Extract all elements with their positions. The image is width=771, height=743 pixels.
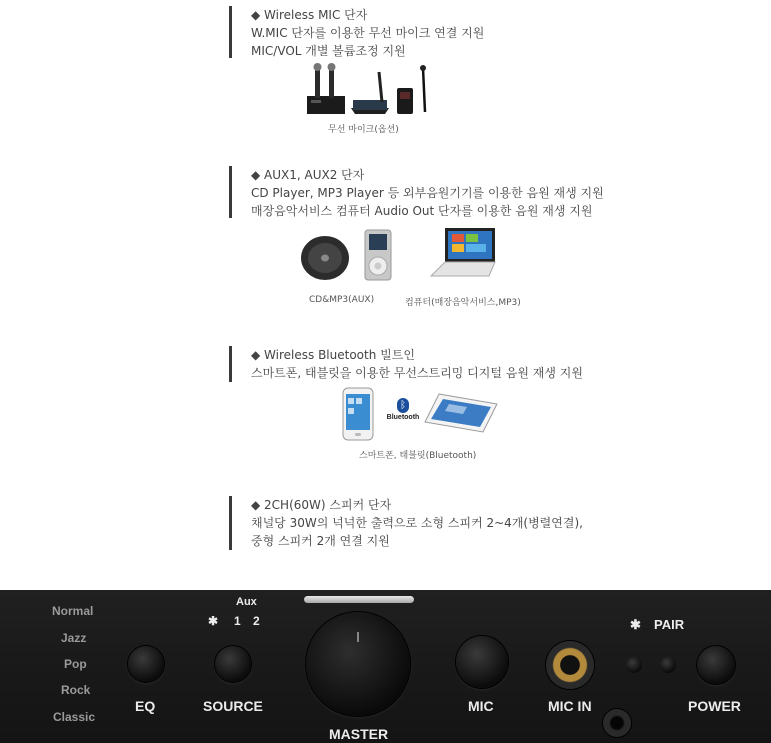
section-heading: ◆ 2CH(60W) 스피커 단자 bbox=[251, 498, 392, 512]
tablet-image bbox=[423, 390, 499, 434]
pair-label: PAIR bbox=[654, 617, 685, 632]
section-line: MIC/VOL 개별 볼륨조정 지원 bbox=[251, 44, 406, 58]
laptop-image bbox=[425, 224, 505, 284]
section-line: W.MIC 단자를 이용한 무선 마이크 연결 지원 bbox=[251, 26, 485, 40]
eq-mode-normal: Normal bbox=[52, 604, 94, 618]
section-line: 채널당 30W의 넉넉한 출력으로 소형 스피커 2~4개(병렬연결), bbox=[251, 516, 583, 530]
eq-label: EQ bbox=[135, 698, 156, 714]
mic-in-label: MIC IN bbox=[548, 698, 592, 714]
eq-mode-rock: Rock bbox=[61, 683, 91, 697]
section-heading: ◆ Wireless MIC 단자 bbox=[251, 8, 368, 22]
eq-knob[interactable] bbox=[128, 646, 164, 682]
power-label: POWER bbox=[688, 698, 741, 714]
power-knob[interactable] bbox=[697, 646, 735, 684]
master-knob-indicator bbox=[357, 632, 359, 642]
section-heading: ◆ Wireless Bluetooth 빌트인 bbox=[251, 348, 415, 362]
section-divider-bar bbox=[229, 496, 232, 550]
source-knob[interactable] bbox=[215, 646, 251, 682]
mic-in-jack[interactable] bbox=[546, 641, 594, 689]
mic-volume-knob[interactable] bbox=[456, 636, 508, 688]
amplifier-front-panel bbox=[0, 590, 771, 743]
eq-mode-jazz: Jazz bbox=[61, 631, 87, 645]
section-line: 중형 스피커 2개 연결 지원 bbox=[251, 534, 390, 548]
bluetooth-caption: 스마트폰, 태블릿(Bluetooth) bbox=[359, 451, 477, 461]
wireless-mic-devices-image bbox=[305, 62, 445, 118]
source-bluetooth-icon: ✱ bbox=[208, 614, 219, 628]
panel-top-indicator bbox=[304, 596, 414, 603]
bluetooth-logo-text: Bluetooth bbox=[386, 414, 420, 421]
section-divider-bar bbox=[229, 346, 232, 382]
eq-mode-pop: Pop bbox=[64, 657, 87, 671]
source-option-1: 1 bbox=[234, 614, 241, 628]
section-line: 스마트폰, 태블릿을 이용한 무선스트리밍 디지털 음원 재생 지원 bbox=[251, 366, 583, 380]
section-line: CD Player, MP3 Player 등 외부음원기기를 이용한 음원 재생 지원 bbox=[251, 186, 604, 200]
smartphone-image bbox=[341, 386, 375, 442]
section-heading: ◆ AUX1, AUX2 단자 bbox=[251, 168, 365, 182]
mic-label: MIC bbox=[468, 698, 494, 714]
master-volume-knob[interactable] bbox=[306, 612, 410, 716]
source-option-2: 2 bbox=[253, 614, 260, 628]
pair-button[interactable] bbox=[660, 657, 676, 673]
pair-indicator-led bbox=[626, 657, 642, 673]
wireless-mic-caption: 무선 마이크(옵션) bbox=[328, 125, 399, 135]
headphone-jack[interactable] bbox=[603, 709, 631, 737]
source-aux-label: Aux bbox=[236, 596, 257, 608]
pair-bluetooth-icon: ✱ bbox=[630, 617, 641, 632]
source-label: SOURCE bbox=[203, 698, 263, 714]
eq-mode-classic: Classic bbox=[53, 710, 96, 724]
section-line: 매장음악서비스 컴퓨터 Audio Out 단자를 이용한 음원 재생 지원 bbox=[251, 204, 593, 218]
cd-mp3-player-image bbox=[299, 224, 399, 284]
bluetooth-icon: ᛒ bbox=[397, 398, 409, 413]
master-label: MASTER bbox=[329, 726, 389, 742]
section-divider-bar bbox=[229, 6, 232, 58]
cd-mp3-caption: CD&MP3(AUX) bbox=[309, 295, 375, 305]
laptop-caption: 컴퓨터(매장음악서비스,MP3) bbox=[405, 298, 521, 308]
section-divider-bar bbox=[229, 166, 232, 218]
bluetooth-logo bbox=[383, 398, 423, 421]
